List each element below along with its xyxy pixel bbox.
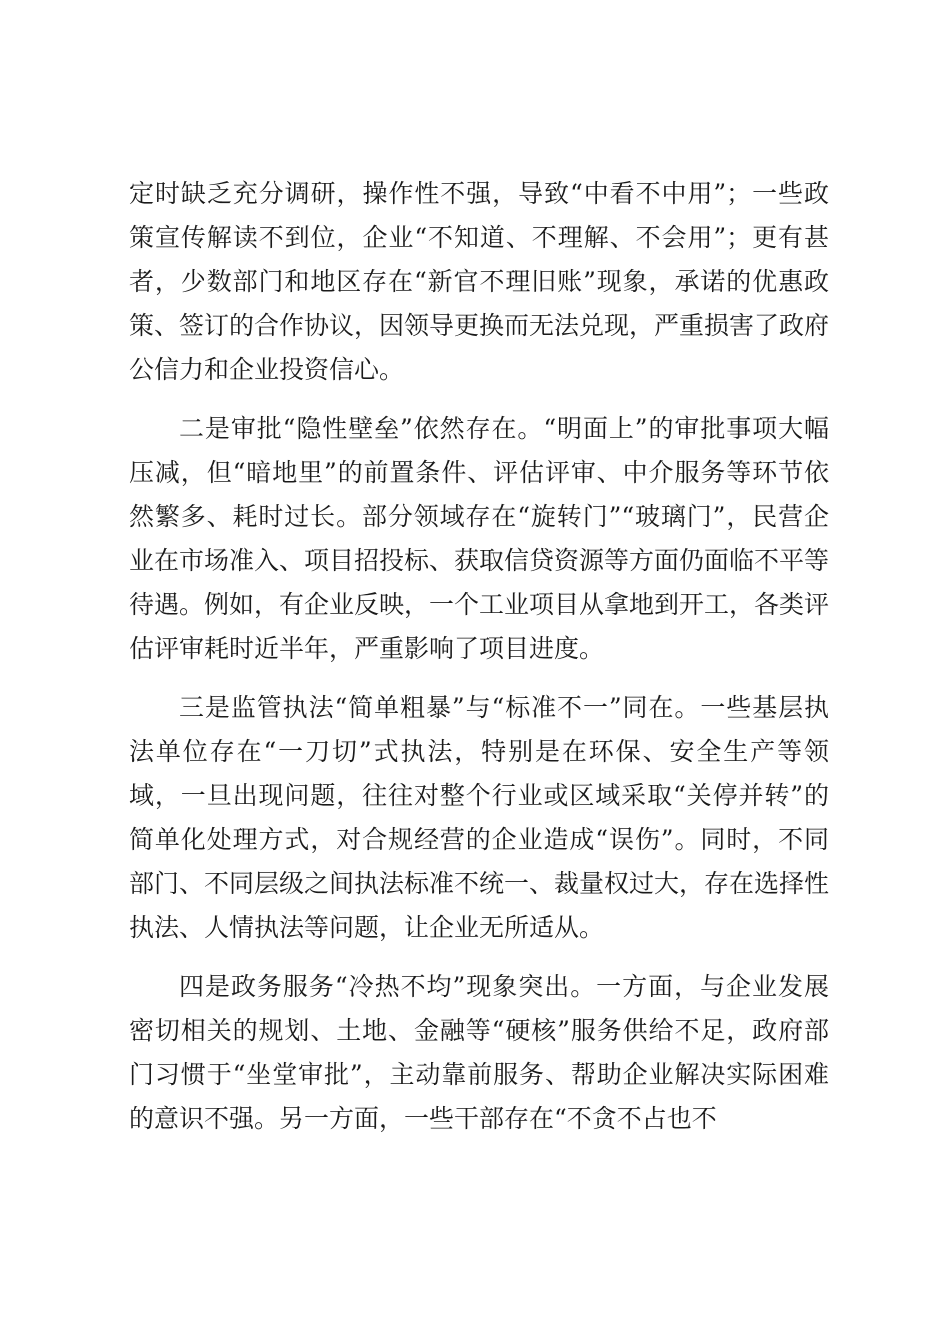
paragraph-government-services: 四是政务服务“冷热不均”现象突出。一方面，与企业发展密切相关的规划、土地、金融等“硬核”服务供给不足，政府部门习惯于“坐堂审批”，主动靠前服务、帮助企业解决实际困难的意识不强。另一方面，一些干部存在“不贪不占也不 <box>129 972 829 1133</box>
paragraph-enforcement: 三是监管执法“简单粗暴”与“标准不一”同在。一些基层执法单位存在“一刀切”式执法，特别是在环保、安全生产等领域，一旦出现问题，往往对整个行业或区域采取“关停并转”的简单化处理方式，对合规经营的企业造成“误伤”。同时，不同部门、不同层级之间执法标准不统一、裁量权过大，存在选择性执法、人情执法等问题，让企业无所适从。 <box>129 693 830 942</box>
paragraph-continued: 定时缺乏充分调研，操作性不强，导致“中看不中用”；一些政策宣传解读不到位，企业“不知道、不理解、不会用”；更有甚者，少数部门和地区存在“新官不理旧账”现象，承诺的优惠政策、签订的合作协议，因领导更换而无法兑现，严重损害了政府公信力和企业投资信心。 <box>129 179 830 384</box>
body-text <box>129 172 829 1141</box>
paragraph-approval-barriers: 二是审批“隐性壁垒”依然存在。“明面上”的审批事项大幅压减，但“暗地里”的前置条件、评估评审、中介服务等环节依然繁多、耗时过长。部分领域存在“旋转门”“玻璃门”，民营企业在市场准入、项目招投标、获取信贷资源等方面仍面临不平等待遇。例如，有企业反映，一个工业项目从拿地到开工，各类评估评审耗时近半年，严重影响了项目进度。 <box>129 414 830 663</box>
